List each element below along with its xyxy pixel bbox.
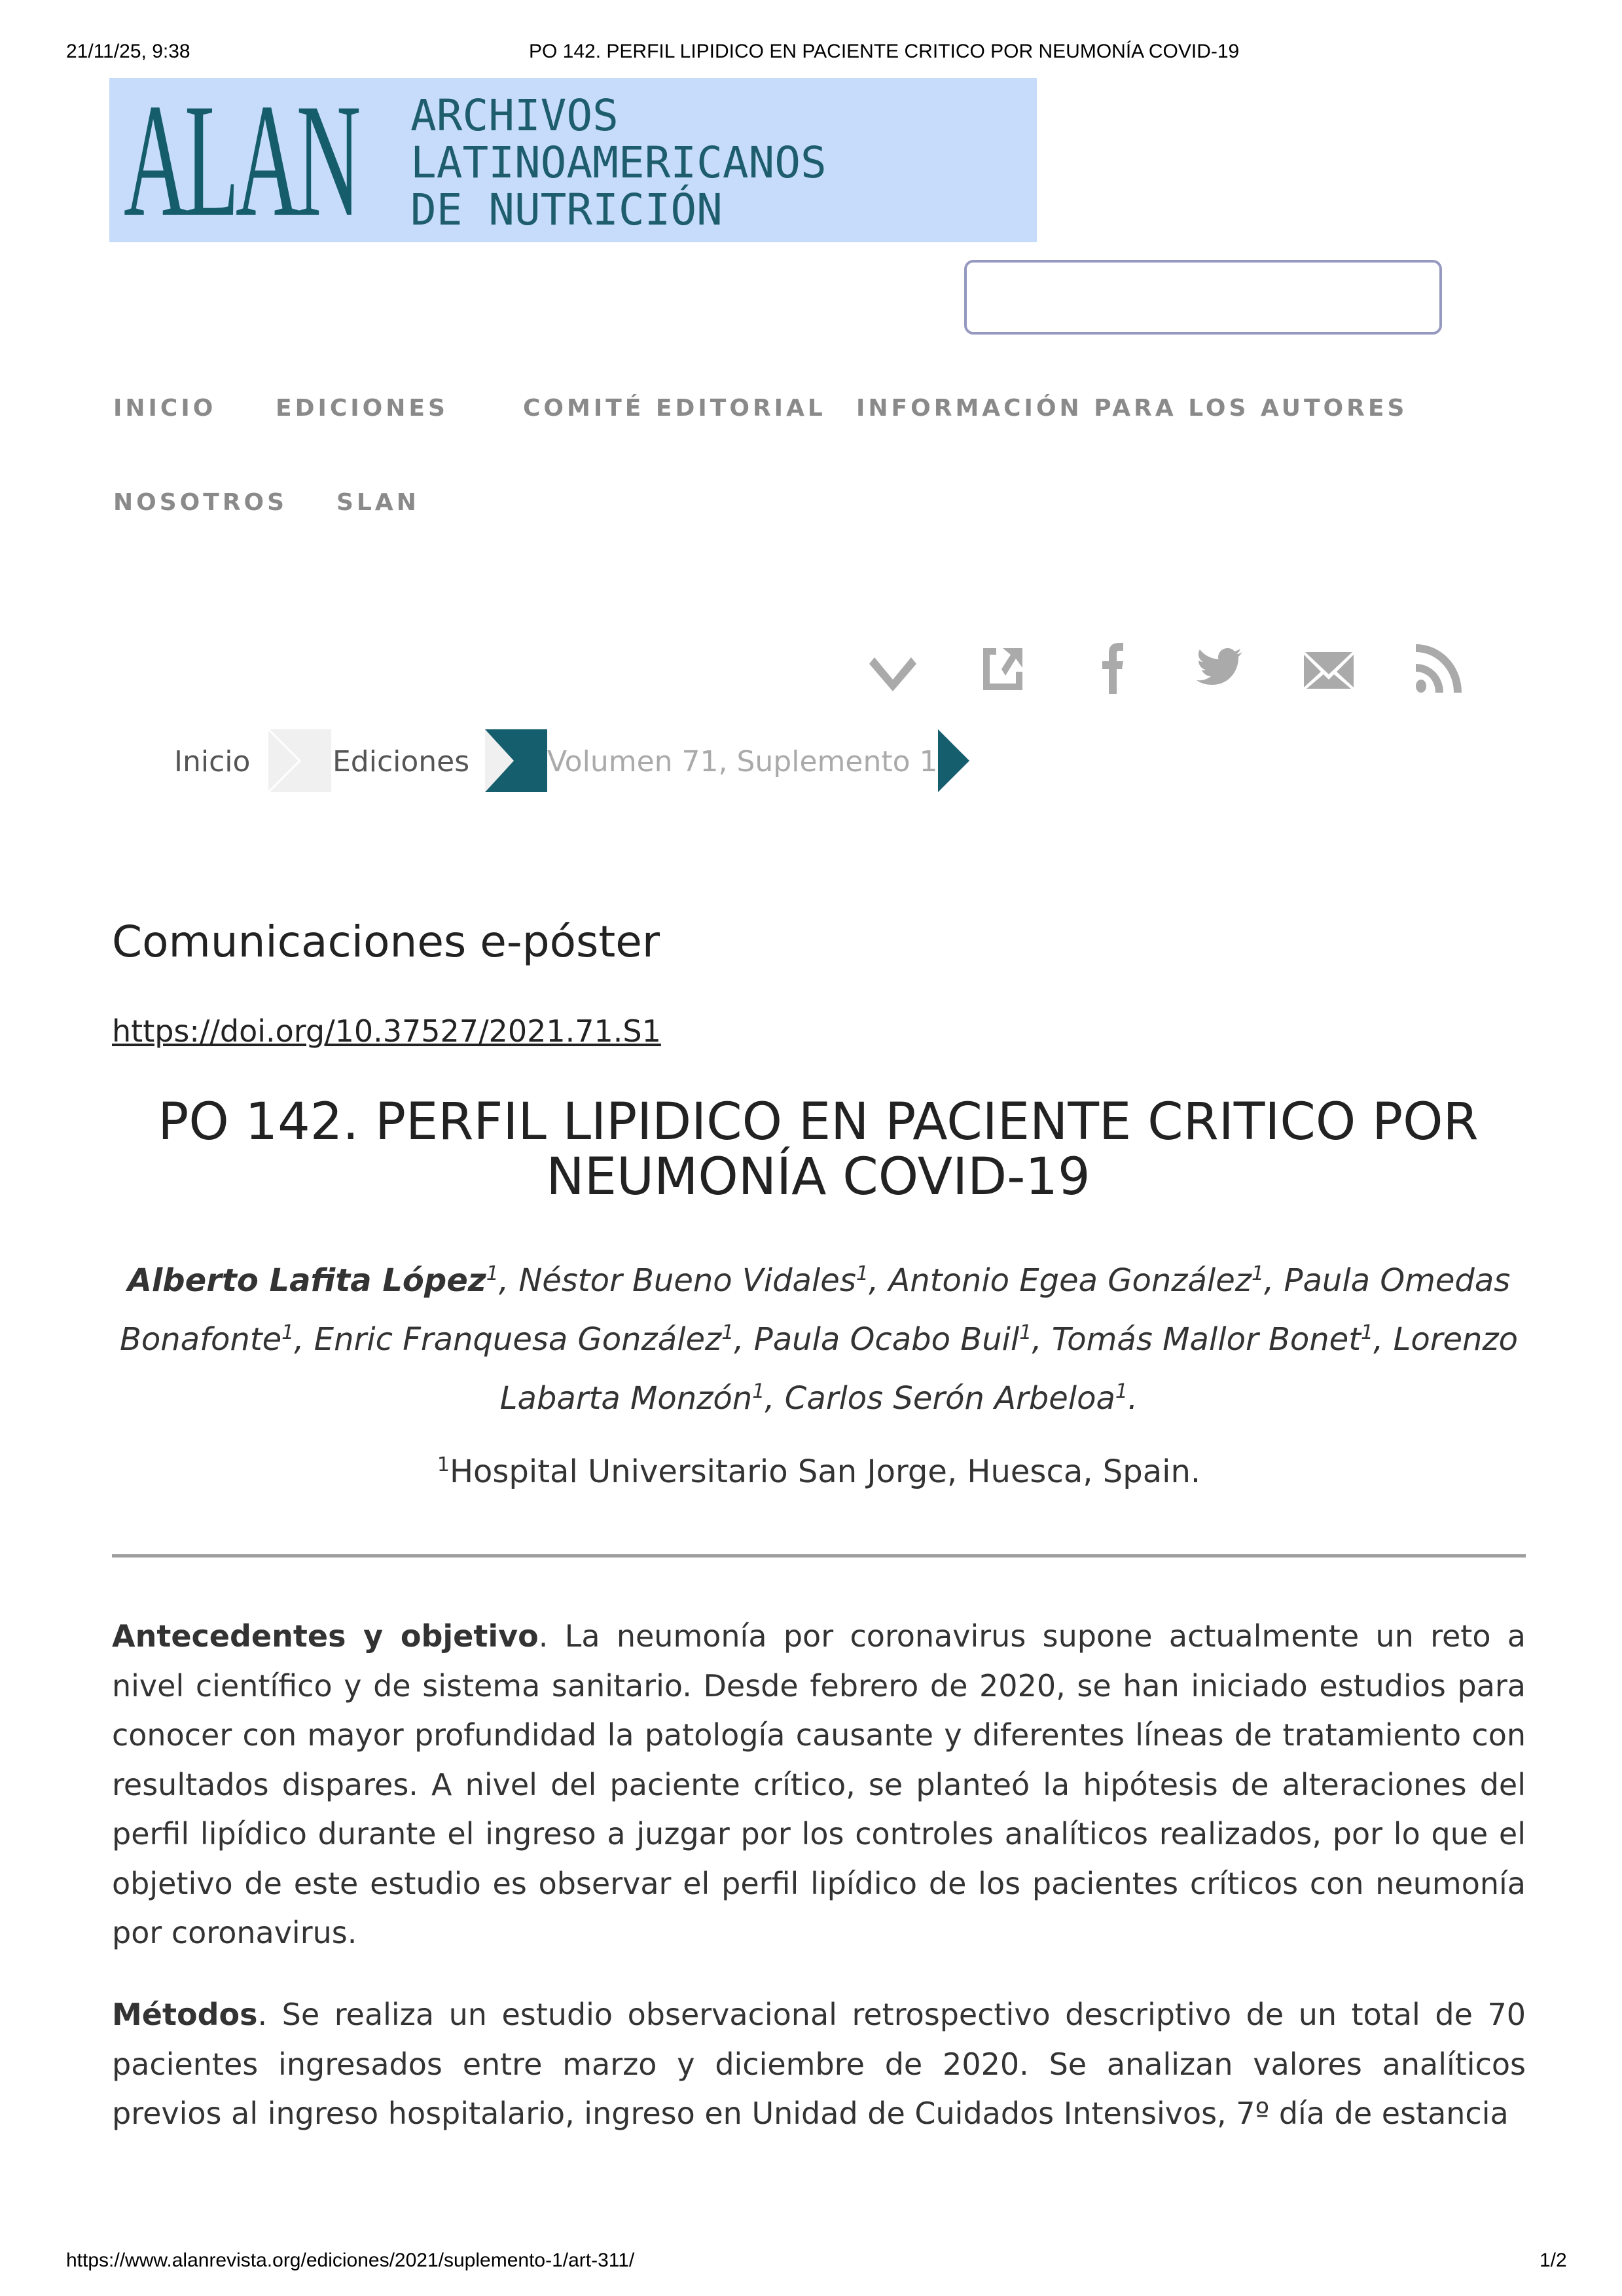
nav-item-ediciones[interactable]: EDICIONES	[276, 395, 448, 422]
logo-line-3: DE NUTRICIÓN	[410, 185, 723, 235]
logo-line-2: LATINOAMERICANOS	[410, 137, 827, 188]
nav-item-inicio[interactable]: INICIO	[113, 395, 217, 422]
doi-link[interactable]: https://doi.org/10.37527/2021.71.S1	[112, 1013, 661, 1049]
author-name: Antonio Egea González	[888, 1262, 1252, 1299]
print-page-title: PO 142. PERFIL LIPIDICO EN PACIENTE CRITICO POR NEUMONÍA COVID-19	[529, 41, 1240, 62]
paragraph-metodos: Métodos. Se realiza un estudio observacional retrospectivo descriptivo de un total de 70 pacientes ingresados entre marzo y diciembre de 2020. Se analizan valores analíticos previos al ingreso hospitalario, ingreso en Unidad de Cuidados Intensivos, 7º día de estancia	[112, 1997, 1526, 2131]
nav-item-slan[interactable]: SLAN	[336, 489, 420, 516]
logo-line-1: ARCHIVOS	[410, 90, 619, 141]
paragraph-heading: Métodos	[112, 1997, 258, 2032]
author-name: Tomás Mallor Bonet	[1051, 1321, 1361, 1358]
paragraph-antecedentes: Antecedentes y objetivo. La neumonía por coronavirus supone actualmente un reto a nivel científico y de sistema sanitario. Desde febrero de 2020, se han iniciado estudios para conocer con mayor profundidad la patología causante y diferentes líneas de tratamiento con resultados dispares. A nivel del paciente crítico, se planteó la hipótesis de alteraciones del perfil lipídico durante el ingreso a juzgar por los controles analíticos realizados, por lo que el objetivo de este estudio es observar el perfil lipídico de los pacientes críticos con neumonía por coronavirus.	[112, 1618, 1526, 1950]
breadcrumb-ediciones[interactable]: Ediciones	[333, 745, 470, 778]
paragraph-heading: Antecedentes y objetivo	[112, 1618, 539, 1654]
breadcrumb-current: Volumen 71, Suplemento 1	[547, 745, 938, 778]
breadcrumb-inicio[interactable]: Inicio	[174, 745, 251, 778]
article-title: PO 142. PERFIL LIPIDICO EN PACIENTE CRITICO POR NEUMONÍA COVID-19	[158, 1093, 1479, 1207]
affiliation: $^1$Hospital Universitario San Jorge, Huesca, Spain.	[437, 1453, 1201, 1490]
share-icon[interactable]	[977, 640, 1032, 695]
site-logo[interactable]	[109, 70, 1037, 250]
author-name: Paula Ocabo Buil	[753, 1321, 1020, 1358]
author-name: Enric Franquesa González	[314, 1321, 722, 1358]
author-list: Alberto Lafita López$^1$, Néstor Bueno Vidales$^1$, Antonio Egea González$^1$, Paula Omedas Bonafonte$^1$, Enric Franquesa González$^1$, Paula Ocabo Buil$^1$, Tomás Mallor Bonet$^1$, Lorenzo Labarta Monzón$^1$, Carlos Serón Arbeloa$^1$.	[120, 1262, 1518, 1417]
author-name: Paula Omedas Bonafonte	[120, 1262, 1511, 1358]
breadcrumb-separator-active	[485, 729, 547, 792]
divider	[112, 1554, 1526, 1558]
logo-mark: ALAN	[124, 70, 357, 250]
breadcrumb-separator	[268, 729, 331, 792]
nav-item-comite-editorial[interactable]: COMITÉ EDITORIAL	[523, 395, 826, 422]
breadcrumb-end-arrow	[938, 729, 971, 792]
twitter-icon[interactable]	[1191, 640, 1246, 695]
author-name: Carlos Serón Arbeloa	[784, 1380, 1115, 1417]
rss-icon[interactable]	[1411, 640, 1466, 695]
facebook-icon[interactable]	[1085, 640, 1140, 695]
email-icon[interactable]	[1301, 640, 1356, 695]
print-datetime: 21/11/25, 9:38	[66, 41, 190, 62]
author-name: Alberto Lafita López	[127, 1262, 486, 1299]
author-name: Lorenzo Labarta Monzón	[499, 1321, 1518, 1417]
print-url: https://www.alanrevista.org/ediciones/2021/suplemento-1/art-311/	[66, 2250, 635, 2271]
nav-item-nosotros[interactable]: NOSOTROS	[113, 489, 288, 516]
section-heading: Comunicaciones e-póster	[112, 917, 660, 967]
author-name: Néstor Bueno Vidales	[518, 1262, 856, 1299]
chevron-down-icon[interactable]	[865, 640, 920, 695]
logo-text	[410, 92, 827, 234]
nav-item-informacion-autores[interactable]: INFORMACIÓN PARA LOS AUTORES	[856, 395, 1408, 422]
search-input[interactable]	[964, 260, 1442, 335]
print-page-number: 1/2	[1540, 2250, 1567, 2271]
